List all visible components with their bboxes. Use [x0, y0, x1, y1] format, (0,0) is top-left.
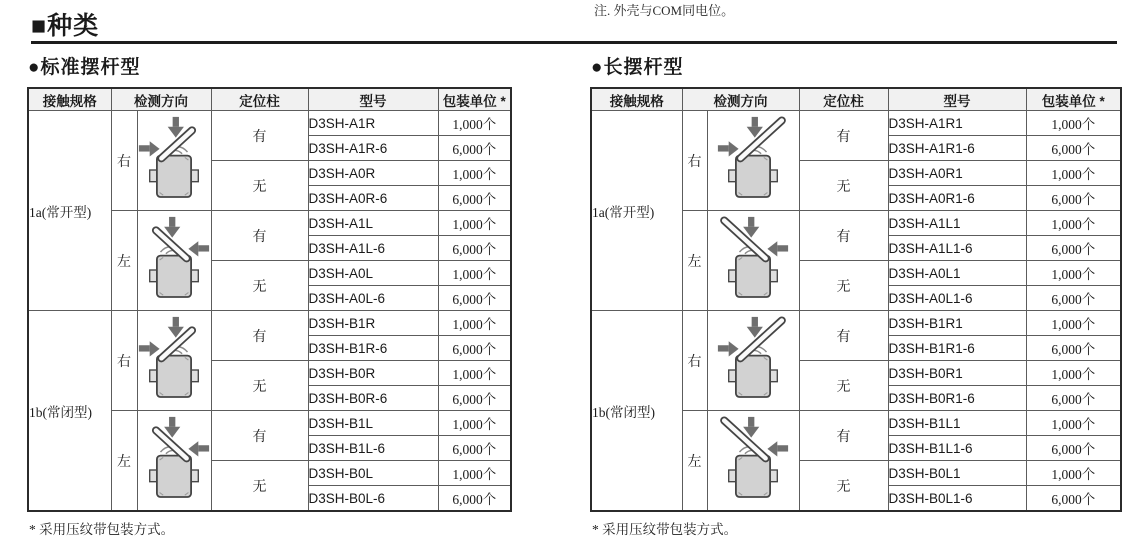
positioning-post-cell: 有 [211, 111, 308, 161]
contact-spec-cell: 1b(常闭型) [591, 311, 682, 512]
model-cell: D3SH-A1L-6 [308, 236, 438, 261]
direction-cell: 右 [682, 311, 707, 411]
package-qty-cell: 6,000个 [438, 386, 511, 411]
package-qty-cell: 1,000个 [1026, 261, 1121, 286]
package-qty-cell: 1,000个 [438, 361, 511, 386]
package-qty-cell: 1,000个 [1026, 211, 1121, 236]
package-qty-cell: 6,000个 [1026, 286, 1121, 311]
model-cell: D3SH-B0L-6 [308, 486, 438, 512]
package-qty-cell: 6,000个 [438, 236, 511, 261]
direction-image-cell [707, 211, 799, 311]
lever-diagram [717, 314, 789, 408]
positioning-post-cell: 有 [211, 211, 308, 261]
col-header: 定位柱 [799, 88, 888, 111]
package-qty-cell: 1,000个 [1026, 161, 1121, 186]
model-cell: D3SH-B0L [308, 461, 438, 486]
model-cell: D3SH-A0R1 [888, 161, 1026, 186]
push-arrow-icon [139, 141, 160, 156]
switch-body [729, 455, 778, 496]
model-cell: D3SH-B1L [308, 411, 438, 436]
switch-body [150, 455, 199, 496]
switch-body [729, 355, 778, 396]
switch-body [150, 255, 199, 296]
lever-diagram [717, 414, 789, 508]
package-qty-cell: 6,000个 [1026, 336, 1121, 361]
package-qty-cell: 1,000个 [1026, 461, 1121, 486]
contact-spec-cell: 1a(常开型) [591, 111, 682, 311]
standard-lever-section [27, 52, 512, 538]
positioning-post-cell: 有 [211, 411, 308, 461]
switch-body [150, 355, 199, 396]
positioning-post-cell: 无 [211, 161, 308, 211]
contact-spec-cell: 1a(常开型) [28, 111, 111, 311]
model-cell: D3SH-B1L-6 [308, 436, 438, 461]
package-qty-cell: 6,000个 [1026, 236, 1121, 261]
model-cell: D3SH-A0L1-6 [888, 286, 1026, 311]
package-qty-cell: 1,000个 [438, 261, 511, 286]
model-cell: D3SH-A0R1-6 [888, 186, 1026, 211]
push-arrow-icon [188, 441, 209, 456]
package-qty-cell: 6,000个 [438, 336, 511, 361]
positioning-post-cell: 无 [799, 261, 888, 311]
table-row [591, 311, 1121, 336]
package-qty-cell: 1,000个 [438, 461, 511, 486]
direction-cell: 左 [682, 211, 707, 311]
push-arrow-icon [767, 241, 788, 256]
model-cell: D3SH-A1L1-6 [888, 236, 1026, 261]
package-qty-cell: 6,000个 [1026, 186, 1121, 211]
down-arrow-icon [168, 116, 184, 137]
package-qty-cell: 6,000个 [438, 486, 511, 512]
lever-diagram [138, 314, 210, 408]
lever-diagram [138, 214, 210, 308]
direction-cell: 左 [111, 411, 137, 512]
switch-body [729, 255, 778, 296]
model-cell: D3SH-B0R [308, 361, 438, 386]
package-qty-cell: 1,000个 [1026, 111, 1121, 136]
positioning-post-cell: 有 [799, 311, 888, 361]
direction-cell: 左 [111, 211, 137, 311]
col-header: 检测方向 [682, 88, 799, 111]
lever-diagram [138, 414, 210, 508]
package-qty-cell: 1,000个 [438, 311, 511, 336]
page-title: ■种类 [31, 12, 100, 40]
package-qty-cell: 1,000个 [1026, 361, 1121, 386]
direction-image-cell [137, 411, 211, 512]
package-qty-cell: 6,000个 [438, 136, 511, 161]
model-cell: D3SH-B0R1 [888, 361, 1026, 386]
model-cell: D3SH-A1R [308, 111, 438, 136]
table-row [591, 111, 1121, 136]
positioning-post-cell: 无 [799, 361, 888, 411]
package-qty-cell: 6,000个 [1026, 386, 1121, 411]
lever-arm [740, 320, 781, 358]
positioning-post-cell: 有 [799, 111, 888, 161]
title-rule [31, 41, 1117, 44]
lever-diagram [717, 214, 789, 308]
lever-arm [724, 420, 765, 458]
col-header: 接触规格 [591, 88, 682, 111]
package-qty-cell: 1,000个 [438, 211, 511, 236]
lever-arm [724, 220, 765, 258]
col-header: 包装单位 * [438, 88, 511, 111]
model-cell: D3SH-A0L-6 [308, 286, 438, 311]
model-cell: D3SH-A1R-6 [308, 136, 438, 161]
push-arrow-icon [718, 141, 739, 156]
table-row [28, 311, 511, 336]
section-title: ●长摆杆型 [591, 57, 684, 78]
down-arrow-icon [168, 316, 184, 337]
direction-image-cell [137, 211, 211, 311]
spec-table [27, 87, 512, 512]
down-arrow-icon [164, 416, 180, 437]
positioning-post-cell: 无 [799, 461, 888, 512]
package-qty-cell: 6,000个 [438, 436, 511, 461]
model-cell: D3SH-B1R1 [888, 311, 1026, 336]
model-cell: D3SH-A0L [308, 261, 438, 286]
positioning-post-cell: 有 [799, 211, 888, 261]
package-qty-cell: 1,000个 [1026, 311, 1121, 336]
direction-image-cell [707, 311, 799, 411]
package-qty-cell: 6,000个 [438, 186, 511, 211]
model-cell: D3SH-A1R1-6 [888, 136, 1026, 161]
col-header: 定位柱 [211, 88, 308, 111]
table-footnote: * 采用压纹带包装方式。 [29, 522, 175, 537]
model-cell: D3SH-A0R-6 [308, 186, 438, 211]
push-arrow-icon [188, 241, 209, 256]
model-cell: D3SH-A1L [308, 211, 438, 236]
positioning-post-cell: 无 [211, 261, 308, 311]
package-qty-cell: 6,000个 [1026, 136, 1121, 161]
model-cell: D3SH-A0L1 [888, 261, 1026, 286]
package-qty-cell: 6,000个 [1026, 436, 1121, 461]
model-cell: D3SH-A1R1 [888, 111, 1026, 136]
table-row [28, 111, 511, 136]
direction-cell: 左 [682, 411, 707, 512]
lever-arm [740, 120, 781, 158]
model-cell: D3SH-B1R [308, 311, 438, 336]
lever-diagram [717, 114, 789, 208]
col-header: 型号 [308, 88, 438, 111]
col-header: 检测方向 [111, 88, 211, 111]
model-cell: D3SH-B1R-6 [308, 336, 438, 361]
spec-table [590, 87, 1122, 512]
direction-image-cell [707, 111, 799, 211]
positioning-post-cell: 有 [211, 311, 308, 361]
contact-spec-cell: 1b(常闭型) [28, 311, 111, 512]
positioning-post-cell: 有 [799, 411, 888, 461]
model-cell: D3SH-B1R1-6 [888, 336, 1026, 361]
positioning-post-cell: 无 [211, 361, 308, 411]
direction-image-cell [707, 411, 799, 512]
down-arrow-icon [164, 216, 180, 237]
section-title: ●标准摆杆型 [28, 57, 141, 78]
package-qty-cell: 1,000个 [1026, 411, 1121, 436]
push-arrow-icon [718, 341, 739, 356]
long-lever-section [590, 52, 1122, 538]
package-qty-cell: 1,000个 [438, 111, 511, 136]
direction-cell: 右 [682, 111, 707, 211]
positioning-post-cell: 无 [211, 461, 308, 512]
model-cell: D3SH-B0R1-6 [888, 386, 1026, 411]
package-qty-cell: 1,000个 [438, 411, 511, 436]
model-cell: D3SH-A1L1 [888, 211, 1026, 236]
lever-diagram [138, 114, 210, 208]
model-cell: D3SH-B0L1-6 [888, 486, 1026, 512]
push-arrow-icon [139, 341, 160, 356]
col-header: 包装单位 * [1026, 88, 1121, 111]
direction-image-cell [137, 111, 211, 211]
positioning-post-cell: 无 [799, 161, 888, 211]
model-cell: D3SH-B1L1-6 [888, 436, 1026, 461]
top-note: 注. 外壳与COM同电位。 [594, 3, 735, 18]
col-header: 接触规格 [28, 88, 111, 111]
package-qty-cell: 6,000个 [438, 286, 511, 311]
direction-cell: 右 [111, 311, 137, 411]
direction-image-cell [137, 311, 211, 411]
col-header: 型号 [888, 88, 1026, 111]
switch-body [729, 155, 778, 196]
package-qty-cell: 1,000个 [438, 161, 511, 186]
switch-body [150, 155, 199, 196]
model-cell: D3SH-B1L1 [888, 411, 1026, 436]
package-qty-cell: 6,000个 [1026, 486, 1121, 512]
model-cell: D3SH-A0R [308, 161, 438, 186]
direction-cell: 右 [111, 111, 137, 211]
model-cell: D3SH-B0L1 [888, 461, 1026, 486]
table-footnote: * 采用压纹带包装方式。 [592, 522, 738, 537]
push-arrow-icon [767, 441, 788, 456]
model-cell: D3SH-B0R-6 [308, 386, 438, 411]
